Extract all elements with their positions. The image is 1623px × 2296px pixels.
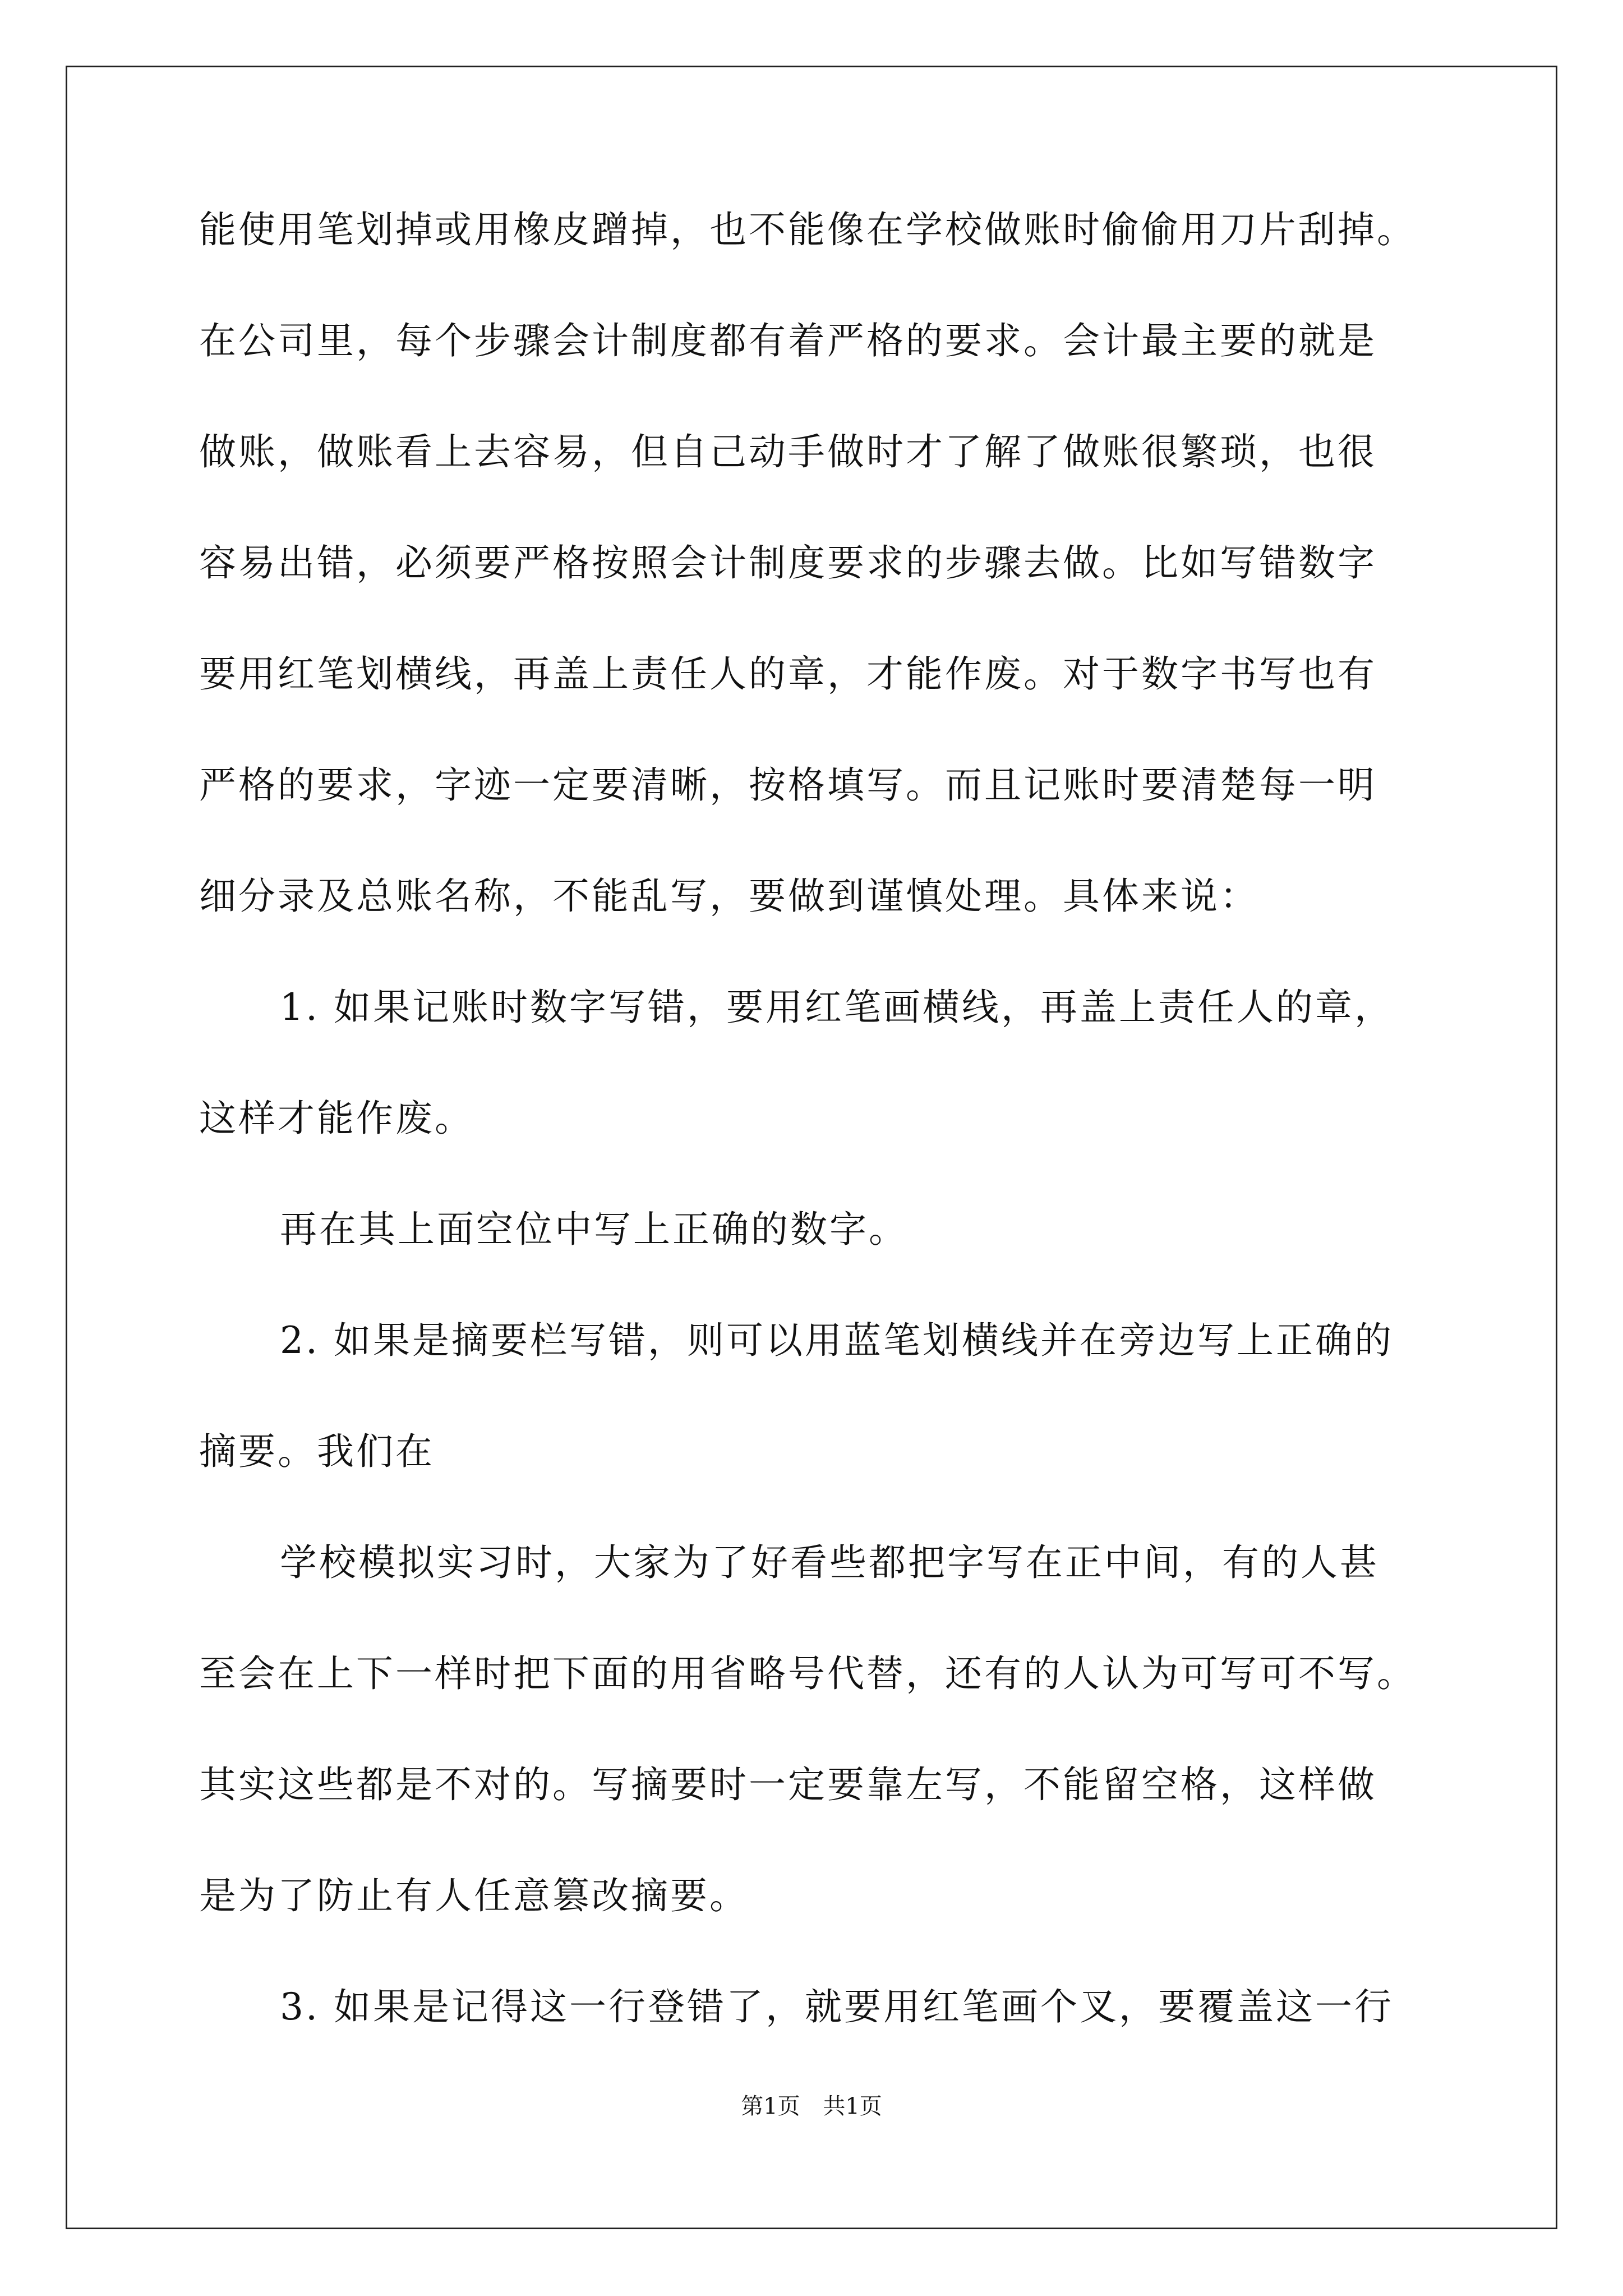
text-line: 容易出错，必须要严格按照会计制度要求的步骤去做。比如写错数字 <box>199 541 1377 585</box>
text-line: 至会在上下一样时把下面的用省略号代替，还有的人认为可写可不写。 <box>199 1652 1416 1695</box>
list-item-1: 1. 如果记账时数字写错，要用红笔画横线，再盖上责任人的章， <box>280 986 1394 1029</box>
paragraph-start: 再在其上面空位中写上正确的数字。 <box>280 1208 908 1251</box>
text-line: 能使用笔划掉或用橡皮蹭掉，也不能像在学校做账时偷偷用刀片刮掉。 <box>199 208 1416 251</box>
text-line: 其实这些都是不对的。写摘要时一定要靠左写，不能留空格，这样做 <box>199 1763 1377 1806</box>
text-line: 摘要。我们在 <box>199 1430 435 1473</box>
text-line: 这样才能作废。 <box>199 1097 474 1140</box>
text-line: 做账，做账看上去容易，但自己动手做时才了解了做账很繁琐，也很 <box>199 430 1377 473</box>
list-item-2: 2. 如果是摘要栏写错，则可以用蓝笔划横线并在旁边写上正确的 <box>280 1319 1394 1362</box>
paragraph-start: 学校模拟实习时，大家为了好看些都把字写在正中间，有的人甚 <box>280 1541 1379 1584</box>
text-line: 要用红笔划横线，再盖上责任人的章，才能作废。对于数字书写也有 <box>199 652 1377 696</box>
page-footer <box>0 2092 1623 2120</box>
text-line: 在公司里，每个步骤会计制度都有着严格的要求。会计最主要的就是 <box>199 319 1377 362</box>
page-number: 第1页 <box>741 2093 800 2119</box>
text-line: 严格的要求，字迹一定要清晰，按格填写。而且记账时要清楚每一明 <box>199 763 1377 807</box>
text-line: 细分录及总账名称，不能乱写，要做到谨慎处理。具体来说： <box>199 875 1259 918</box>
list-item-3: 3. 如果是记得这一行登错了，就要用红笔画个叉，要覆盖这一行 <box>280 1985 1394 2028</box>
text-line: 是为了防止有人任意篡改摘要。 <box>199 1874 749 1917</box>
page-total: 共1页 <box>823 2093 882 2119</box>
